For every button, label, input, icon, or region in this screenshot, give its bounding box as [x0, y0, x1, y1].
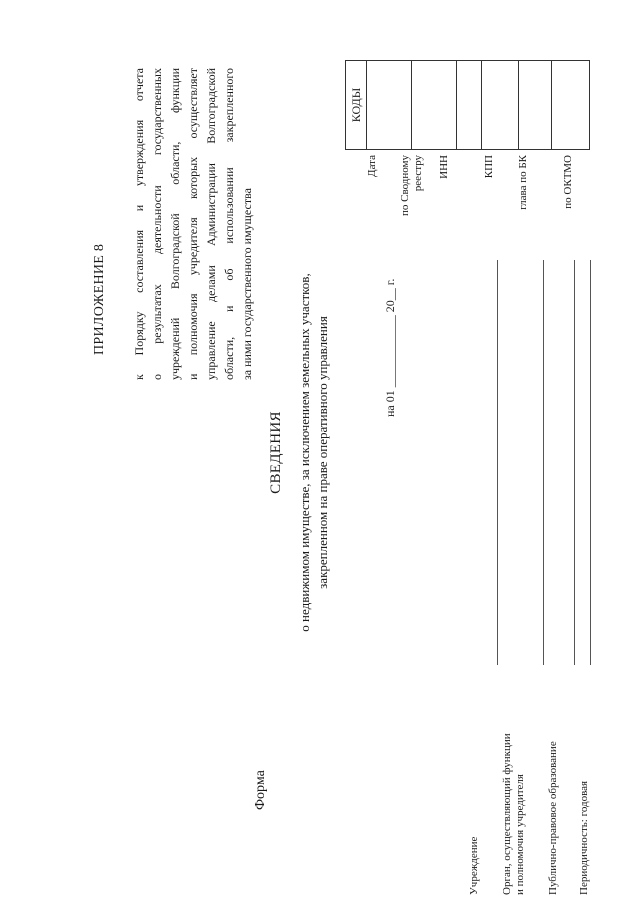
institution-label: Учреждение: [468, 836, 480, 895]
codes-divider: [481, 61, 482, 149]
order-line: учреждений Волгоградской области, функции: [168, 68, 182, 380]
public-entity-label: Публично-правовое образование: [547, 741, 559, 895]
codes-table: [345, 60, 590, 150]
institution-fill-line: [497, 260, 498, 665]
appendix-title: ПРИЛОЖЕНИЕ 8: [92, 243, 107, 355]
codes-divider: [456, 61, 457, 149]
code-label-registry: по Сводному: [399, 155, 411, 217]
code-label-oktmo: по ОКТМО: [562, 155, 574, 209]
order-line: и полномочия учредителя которых осуществляет: [186, 68, 200, 380]
founder-label-line-1: Орган, осуществляющий функции: [501, 733, 513, 895]
form-label: Форма: [253, 770, 268, 810]
founder-fill-line: [543, 260, 544, 665]
codes-divider: [411, 61, 412, 149]
periodicity-label: Периодичность: годовая: [578, 780, 590, 895]
codes-divider: [551, 61, 552, 149]
form-subtitle-line-1: о недвижимом имуществе, за исключением земельных участков,: [297, 273, 312, 632]
code-label-date: Дата: [366, 155, 378, 177]
code-label-registry-2: реестру: [412, 155, 424, 192]
order-line: за ними государственного имущества: [240, 188, 254, 380]
codes-header: КОДЫ: [346, 61, 367, 149]
code-label-inn: ИНН: [438, 155, 450, 179]
form-title: СВЕДЕНИЯ: [268, 411, 284, 494]
codes-divider: [518, 61, 519, 149]
periodicity-fill-line: [590, 260, 591, 665]
order-line: управление делами Администрации Волгоградской: [204, 68, 218, 380]
order-line: к Порядку составления и утверждения отчета: [132, 68, 146, 380]
order-line: о результатах деятельности государственных: [150, 68, 164, 380]
form-subtitle-line-2: закрепленном на праве оперативного управления: [315, 316, 330, 589]
public-entity-fill-line: [574, 260, 575, 665]
code-label-kpp: КПП: [483, 155, 495, 179]
code-label-bk: глава по БК: [517, 155, 529, 210]
founder-label-line-2: и полномочия учредителя: [514, 774, 526, 895]
report-date-line: на 01 ____________ 20__ г.: [383, 278, 397, 417]
order-line: области, и об использовании закрепленного: [222, 68, 236, 380]
